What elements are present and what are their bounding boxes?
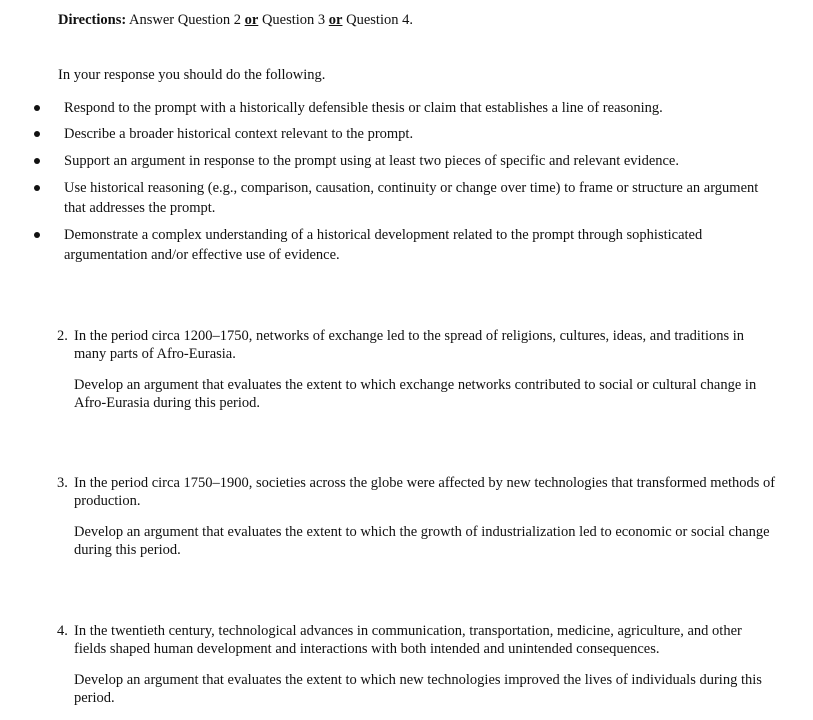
directions-or-1: or bbox=[244, 12, 259, 28]
directions-text-c: Question 4. bbox=[346, 12, 413, 28]
question-prompt: Develop an argument that evaluates the extent to which the growth of industrialization led to economic or social change during this period. bbox=[74, 524, 770, 558]
requirement-bullet: Demonstrate a complex understanding of a historical development related to the prompt through sophisticated argumentation and/or effective use of evidence. bbox=[64, 225, 774, 265]
response-intro: In your response you should do the following. bbox=[58, 67, 326, 83]
question-number: 2. bbox=[57, 328, 68, 344]
question-number: 3. bbox=[57, 475, 68, 491]
question-number: 4. bbox=[57, 623, 68, 639]
question-text: In the twentieth century, technological advances in communication, transportation, medicine, agriculture, and other fields shaped human development and interactions with both intended and unintended consequences. bbox=[74, 623, 742, 657]
requirement-bullet: Support an argument in response to the prompt using at least two pieces of specific and relevant evidence. bbox=[64, 151, 774, 171]
requirement-bullet: Use historical reasoning (e.g., comparison, causation, continuity or change over time) to frame or structure an argument that addresses the prompt. bbox=[64, 178, 774, 218]
directions-text-a: Answer Question 2 bbox=[129, 12, 241, 28]
question-3 bbox=[57, 474, 777, 559]
question-text: In the period circa 1200–1750, networks of exchange led to the spread of religions, cultures, ideas, and traditions in many parts of Afro-Eurasia. bbox=[74, 328, 745, 362]
directions-text-b: Question 3 bbox=[261, 12, 326, 28]
question-prompt: Develop an argument that evaluates the extent to which new technologies improved the lives of individuals during this period. bbox=[74, 672, 762, 706]
question-4 bbox=[57, 622, 777, 707]
directions-line bbox=[58, 11, 413, 29]
question-text: In the period circa 1750–1900, societies across the globe were affected by new technologies that transformed methods of production. bbox=[74, 475, 776, 509]
requirement-bullet: Respond to the prompt with a historically defensible thesis or claim that establishes a line of reasoning. bbox=[64, 98, 774, 118]
question-2 bbox=[57, 327, 777, 412]
directions-label: Directions: bbox=[58, 12, 127, 28]
requirement-bullet: Describe a broader historical context relevant to the prompt. bbox=[64, 124, 774, 144]
directions-or-2: or bbox=[328, 12, 343, 28]
question-prompt: Develop an argument that evaluates the extent to which exchange networks contributed to social or cultural change in Afro-Eurasia during this period. bbox=[74, 377, 757, 411]
